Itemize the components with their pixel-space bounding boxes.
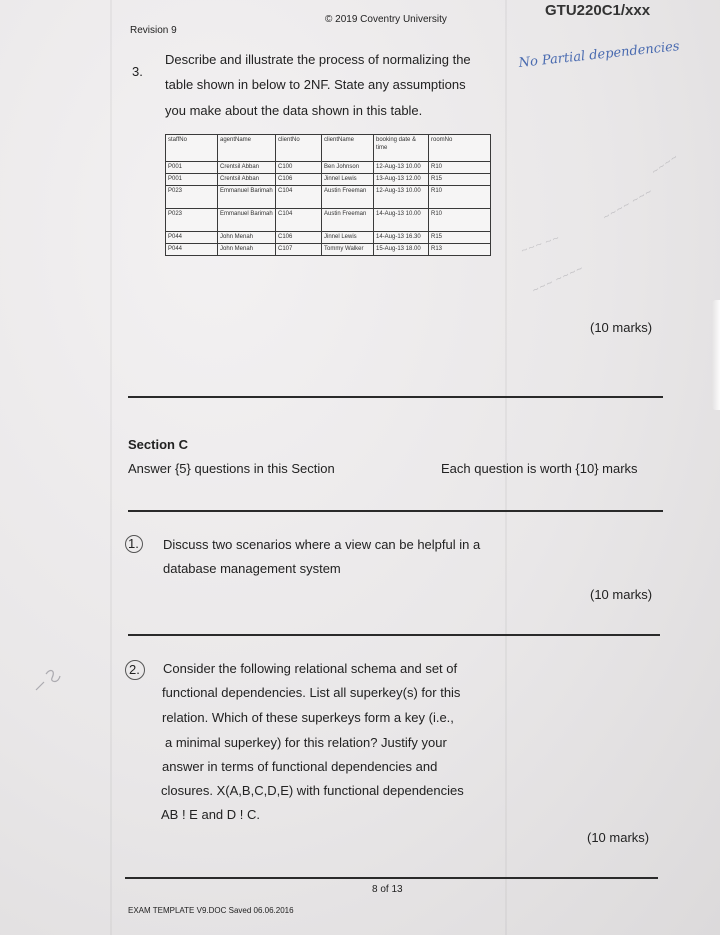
- handwritten-annotation: No Partial dependencies: [518, 39, 681, 71]
- bleed-through-mark: ~~~~ ~~~: [601, 186, 655, 224]
- question-2-line: AB ! E and D ! C.: [161, 807, 260, 822]
- margin-scribble: [30, 660, 70, 700]
- table-cell: C106: [276, 232, 322, 244]
- table-cell: John Menah: [218, 244, 276, 256]
- table-cell: Austin Freeman: [322, 186, 374, 209]
- section-title: Section C: [128, 437, 188, 452]
- table-cell: C104: [276, 209, 322, 232]
- table-row: [166, 209, 491, 232]
- question-2-line: answer in terms of functional dependencies and: [162, 759, 438, 774]
- table-cell: R15: [429, 174, 491, 186]
- question-3-line: table shown in below to 2NF. State any assumptions: [165, 77, 466, 92]
- table-cell: Emmanuel Barimah: [218, 186, 276, 209]
- table-cell: Emmanuel Barimah: [218, 209, 276, 232]
- table-cell: R10: [429, 209, 491, 232]
- question-1-marks: (10 marks): [590, 587, 653, 602]
- table-cell: 15-Aug-13 18.00: [374, 244, 429, 256]
- table-cell: Austin Freeman: [322, 209, 374, 232]
- table-header: staffNo: [166, 135, 218, 162]
- question-2-line: Consider the following relational schema and set of: [163, 661, 458, 676]
- table-cell: P001: [166, 174, 218, 186]
- table-header: roomNo: [429, 135, 491, 162]
- footer-divider: [125, 877, 658, 879]
- table-cell: P044: [166, 244, 218, 256]
- bleed-through-mark: ~~~ ~~~~: [530, 263, 586, 297]
- section-divider: [128, 396, 663, 398]
- bleed-through-mark: ~~~~: [649, 152, 681, 178]
- table-cell: 12-Aug-13 10.00: [374, 162, 429, 174]
- table-cell: R15: [429, 232, 491, 244]
- table-cell: C104: [276, 186, 322, 209]
- table-cell: P001: [166, 162, 218, 174]
- bleed-through-mark: ~~~ ~~: [519, 233, 562, 257]
- question-3-number: 3.: [132, 64, 143, 79]
- question-3-line: you make about the data shown in this table.: [165, 103, 423, 118]
- table-cell: R10: [429, 186, 491, 209]
- table-row: [166, 174, 491, 186]
- question-1-line: database management system: [163, 561, 341, 576]
- question-2-line: a minimal superkey) for this relation? Justify your: [165, 735, 447, 750]
- table-header-row: [166, 135, 491, 162]
- question-1-number: 1.: [128, 536, 139, 551]
- copyright-label: © 2019 Coventry University: [325, 14, 447, 25]
- paper-fold: [110, 0, 112, 935]
- question-1-line: Discuss two scenarios where a view can be helpful in a: [163, 537, 481, 552]
- table-cell: 14-Aug-13 10.00: [374, 209, 429, 232]
- table-cell: 13-Aug-13 12.00: [374, 174, 429, 186]
- table-cell: R13: [429, 244, 491, 256]
- table-cell: 12-Aug-13 10.00: [374, 186, 429, 209]
- question-2-marks: (10 marks): [587, 830, 650, 845]
- table-cell: P023: [166, 209, 218, 232]
- section-divider: [128, 634, 660, 636]
- question-2-line: closures. X(A,B,C,D,E) with functional dependencies: [161, 783, 464, 798]
- table-row: [166, 186, 491, 209]
- table-cell: Jinnel Lewis: [322, 174, 374, 186]
- section-divider: [128, 510, 663, 512]
- revision-label: Revision 9: [130, 25, 177, 36]
- table-row: [166, 162, 491, 174]
- table-cell: C100: [276, 162, 322, 174]
- template-info: EXAM TEMPLATE V9.DOC Saved 06.06.2016: [128, 906, 294, 915]
- table-cell: Ben Johnson: [322, 162, 374, 174]
- table-cell: Crentsil Abban: [218, 174, 276, 186]
- exam-code: GTU220C1/xxx: [545, 2, 651, 19]
- question-3-marks: (10 marks): [590, 320, 653, 335]
- section-instruction: Answer {5} questions in this Section: [128, 461, 335, 476]
- table-header: booking date & time: [374, 135, 429, 162]
- table-header: agentName: [218, 135, 276, 162]
- page-number: 8 of 13: [372, 884, 403, 895]
- table-header: clientNo: [276, 135, 322, 162]
- table-cell: C106: [276, 174, 322, 186]
- table-cell: John Menah: [218, 232, 276, 244]
- table-cell: C107: [276, 244, 322, 256]
- table-header: clientName: [322, 135, 374, 162]
- question-2-line: relation. Which of these superkeys form a key (i.e.,: [162, 710, 454, 725]
- table-cell: Tommy Walker: [322, 244, 374, 256]
- table-cell: Jinnel Lewis: [322, 232, 374, 244]
- question-2-line: functional dependencies. List all superkey(s) for this: [162, 685, 461, 700]
- question-3-line: Describe and illustrate the process of normalizing the: [165, 52, 471, 67]
- table-row: [166, 244, 491, 256]
- table-cell: 14-Aug-13 16.30: [374, 232, 429, 244]
- section-worth: Each question is worth {10} marks: [441, 461, 638, 476]
- table-cell: P044: [166, 232, 218, 244]
- page-edge-highlight: [712, 300, 720, 410]
- bookings-table: [165, 134, 491, 256]
- table-cell: Crentsil Abban: [218, 162, 276, 174]
- table-cell: R10: [429, 162, 491, 174]
- table-cell: P023: [166, 186, 218, 209]
- question-2-number: 2.: [129, 662, 140, 677]
- table-row: [166, 232, 491, 244]
